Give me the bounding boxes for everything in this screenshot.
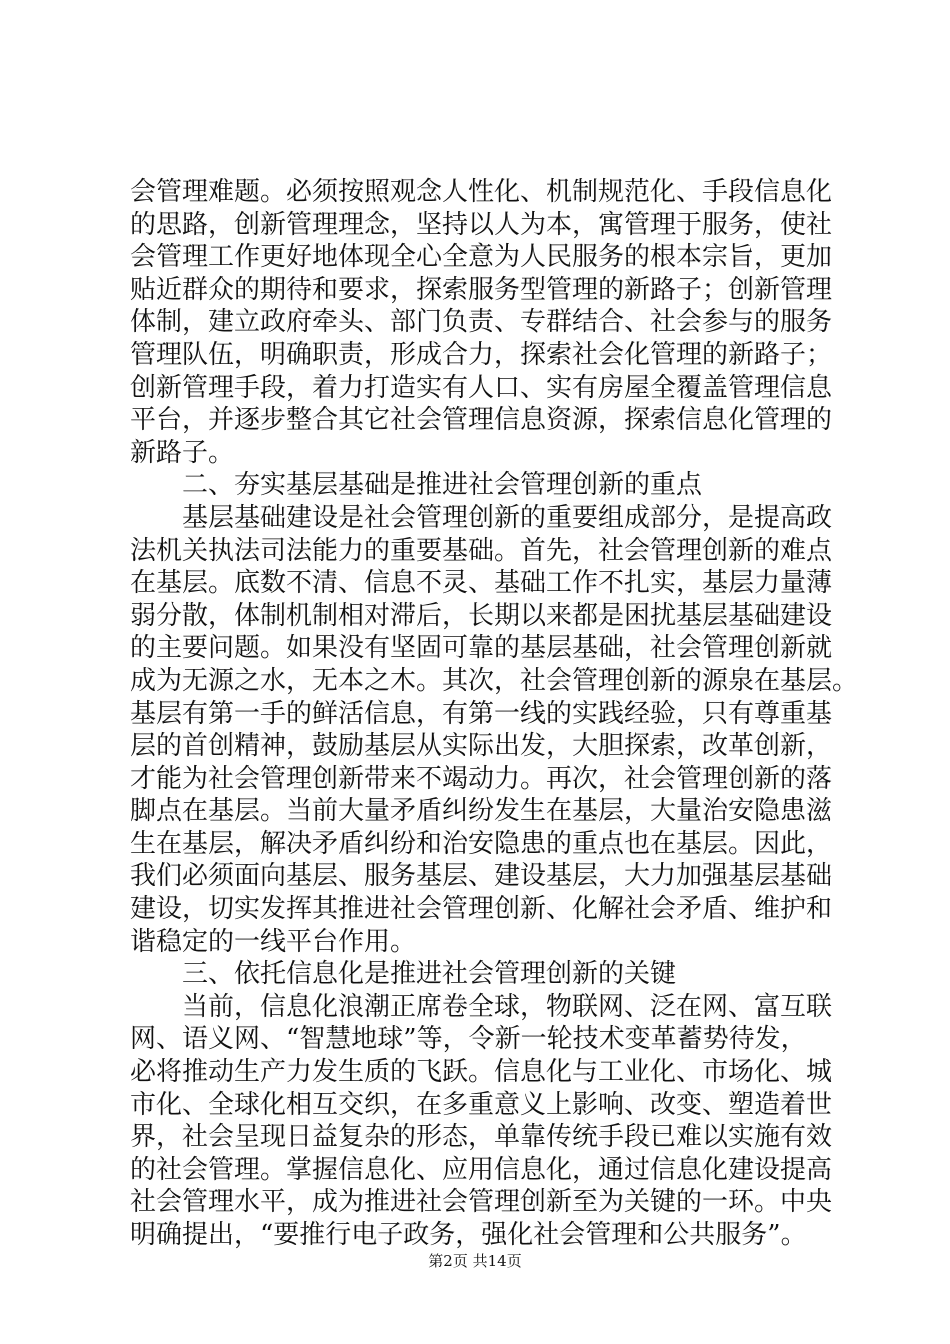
body-line: 创新管理手段，着力打造实有人口、实有房屋全覆盖管理信息 [130,372,833,403]
body-line: 界，社会呈现日益复杂的形态，单靠传统手段已难以实施有效 [130,1122,833,1153]
body-line: 市化、全球化相互交织，在多重意义上影响、改变、塑造着世 [130,1089,833,1120]
body-line: 社会管理水平，成为推进社会管理创新至为关键的一环。中央 [130,1187,833,1218]
body-line: 平台，并逐步整合其它社会管理信息资源，探索信息化管理的 [130,405,833,436]
section-heading: 二、夯实基层基础是推进社会管理创新的重点 [182,470,703,501]
body-line: 建设，切实发挥其推进社会管理创新、化解社会矛盾、维护和 [130,894,833,925]
body-line: 在基层。底数不清、信息不灵、基础工作不扎实，基层力量薄 [130,568,833,599]
body-line: 的思路，创新管理理念，坚持以人为本，寓管理于服务，使社 [130,209,833,240]
body-line: 才能为社会管理创新带来不竭动力。再次，社会管理创新的落 [130,763,833,794]
body-line: 会管理难题。必须按照观念人性化、机制规范化、手段信息化 [130,177,833,207]
body-line: 的主要问题。如果没有坚固可靠的基层基础，社会管理创新就 [130,633,833,664]
body-line: 我们必须面向基层、服务基层、建设基层，大力加强基层基础 [130,861,833,892]
page-footer: 第2页 共14页 [428,1252,522,1270]
body-line: 法机关执法司法能力的重要基础。首先，社会管理创新的难点 [130,535,833,566]
body-line: 层的首创精神，鼓励基层从实际出发，大胆探索，改革创新， [130,731,833,762]
body-line: 基层基础建设是社会管理创新的重要组成部分，是提高政 [182,502,833,533]
body-line: 必将推动生产力发生质的飞跃。信息化与工业化、市场化、城 [130,1057,833,1088]
body-line: 成为无源之水，无本之木。其次，社会管理创新的源泉在基层。 [130,665,859,696]
body-line: 明确提出，“要推行电子政务，强化社会管理和公共服务”。 [130,1220,807,1250]
body-line: 弱分散，体制机制相对滞后，长期以来都是困扰基层基础建设 [130,600,833,631]
body-line: 会管理工作更好地体现全心全意为人民服务的根本宗旨，更加 [130,242,833,273]
body-line: 网、语义网、“智慧地球”等，令新一轮技术变革蓄势待发， [130,1024,807,1055]
body-line: 脚点在基层。当前大量矛盾纠纷发生在基层，大量治安隐患滋 [130,796,833,827]
body-line: 生在基层，解决矛盾纠纷和治安隐患的重点也在基层。因此， [130,828,833,859]
body-line: 谐稳定的一线平台作用。 [130,926,417,957]
body-line: 当前，信息化浪潮正席卷全球，物联网、泛在网、富互联 [182,991,833,1022]
body-line: 的社会管理。掌握信息化、应用信息化，通过信息化建设提高 [130,1154,833,1185]
document-body [130,176,859,1252]
section-heading: 三、依托信息化是推进社会管理创新的关键 [182,959,677,990]
body-line: 管理队伍，明确职责，形成合力，探索社会化管理的新路子； [130,339,833,370]
body-line: 贴近群众的期待和要求，探索服务型管理的新路子；创新管理 [130,274,833,305]
body-line: 新路子。 [130,437,235,468]
body-line: 体制，建立政府牵头、部门负责、专群结合、社会参与的服务 [130,307,833,338]
body-line: 基层有第一手的鲜活信息，有第一线的实践经验，只有尊重基 [130,698,833,729]
